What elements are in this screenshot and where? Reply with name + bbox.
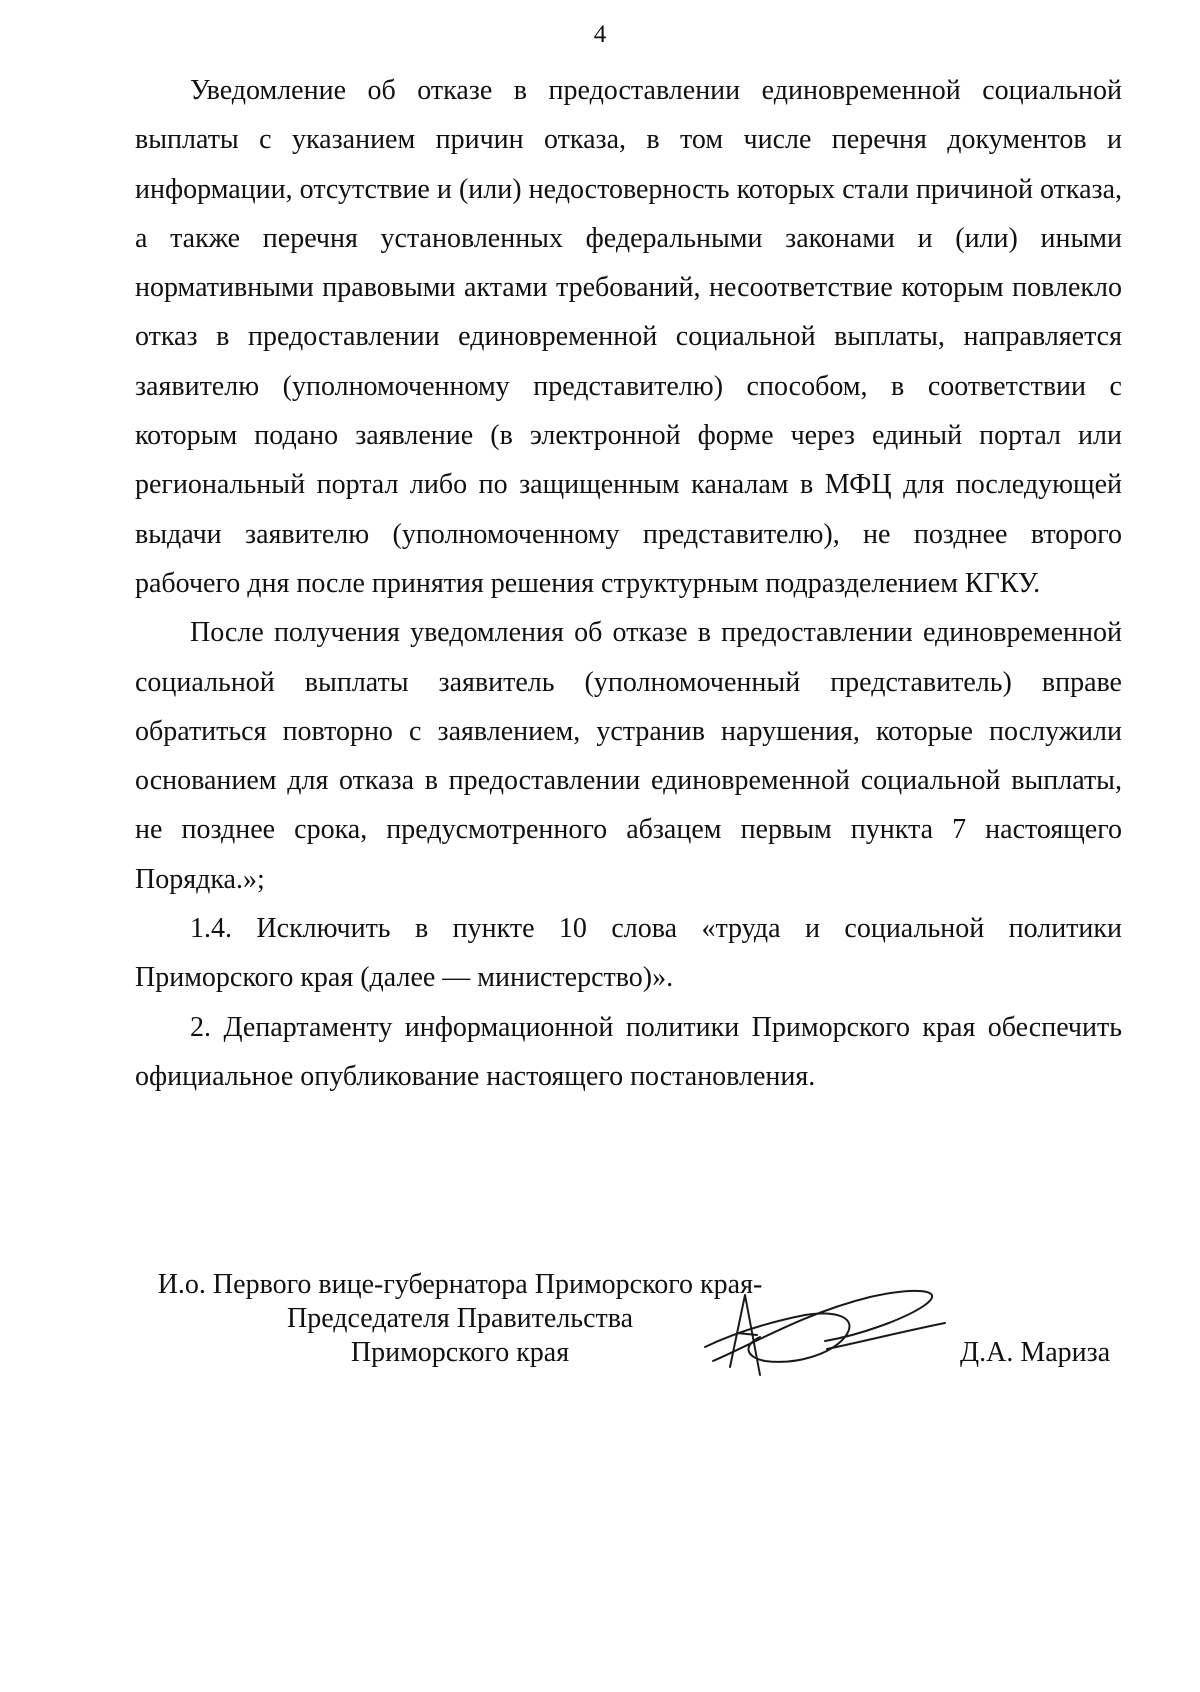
signatory-title-line-3: Приморского края: [350, 1337, 570, 1368]
signatory-title-line-2: Председателя Правительства: [286, 1303, 634, 1334]
page-number: 4: [593, 21, 607, 48]
paragraph-repeat-application: После получения уведомления об отказе в предоставлении единовременной социальной выплаты заявитель (уполномоченный представитель) вправе обратиться повторно с заявлением, устранив нарушения, которые послужили основанием для отказа в предоставлении единовременной социальной выплаты, не позднее срока, предусмотренного абзацем первым пункта 7 настоящего Порядка.»;: [135, 617, 1122, 895]
paragraph-item-2: 2. Департаменту информационной политики Приморского края обеспечить официальное опубликование настоящего постановления.: [135, 1011, 1122, 1092]
signatory-name: Д.А. Мариза: [960, 1337, 1111, 1368]
paragraph-item-1-4: 1.4. Исключить в пункте 10 слова «труда и социальной политики Приморского края (далее — министерство)».: [135, 913, 1122, 994]
signatory-title-line-1: И.о. Первого вице-губернатора Приморского края-: [157, 1269, 763, 1300]
document-body: [135, 66, 1122, 1101]
handwritten-signature: [685, 1275, 970, 1385]
paragraph-refusal-notice: Уведомление об отказе в предоставлении единовременной социальной выплаты с указанием причин отказа, в том числе перечня документов и информации, отсутствие и (или) недостоверность которых стали причиной отказа, а также перечня установленных федеральными законами и (или) иными нормативными правовыми актами требований, несоответствие которым повлекло отказ в предоставлении единовременной социальной выплаты, направляется заявителю (уполномоченному представителю) способом, в соответствии с которым подано заявление (в электронной форме через единый портал или региональный портал либо по защищенным каналам в МФЦ для последующей выдачи заявителю (уполномоченному представителю), не позднее второго рабочего дня после принятия решения структурным подразделением КГКУ.: [135, 75, 1122, 599]
